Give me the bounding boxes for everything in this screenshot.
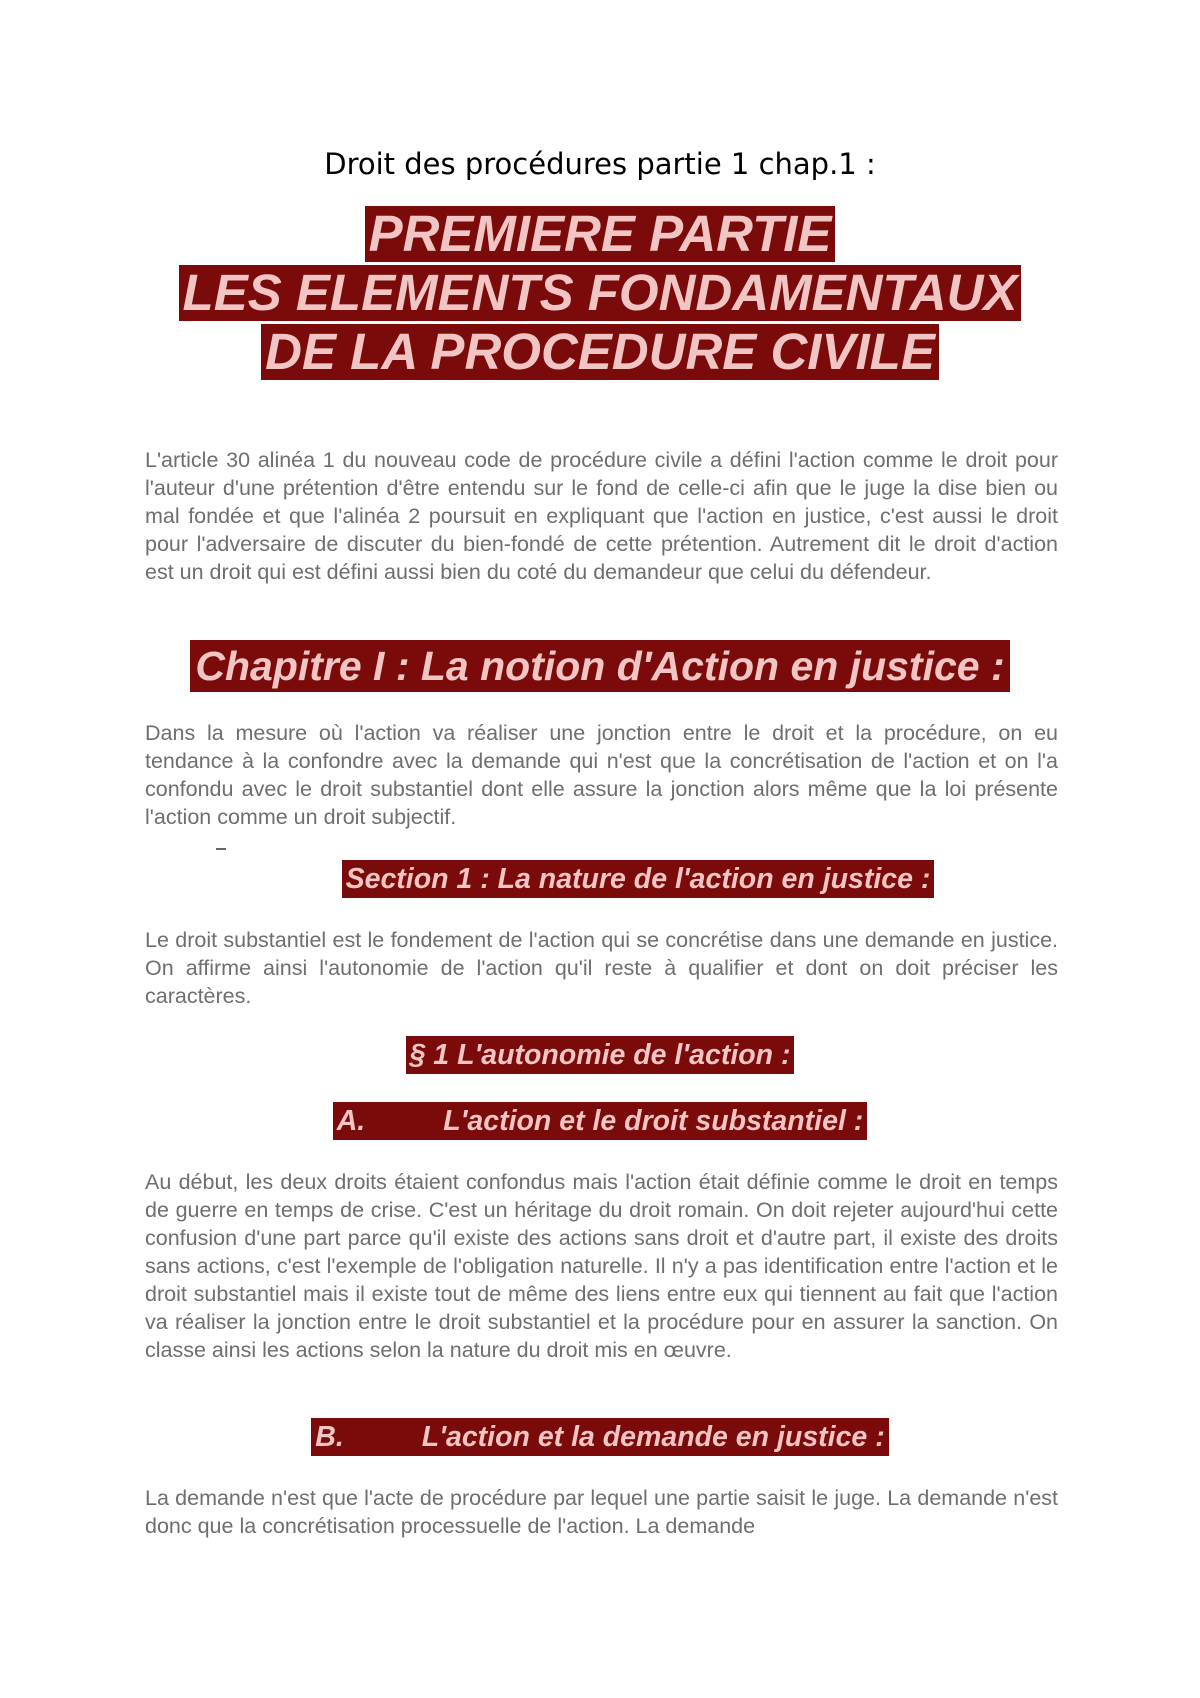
subheading-a-title: L'action et le droit substantiel : [443, 1105, 864, 1137]
part-heading-line-3: DE LA PROCEDURE CIVILE [261, 324, 939, 380]
part-heading-line-2: LES ELEMENTS FONDAMENTAUX [179, 265, 1022, 321]
section-paragraph: Le droit substantiel est le fondement de l'action qui se concrétise dans une demande en justice. On affirme ainsi l'autonomie de l'action qu'il reste à qualifier et dont on doit préciser les caractères. [145, 928, 1058, 1008]
sub-a-paragraph: Au début, les deux droits étaient confondus mais l'action était définie comme le droit en temps de guerre en temps de crise. C'est un héritage du droit romain. On doit rejeter aujourd'hui cette confusion d'une part parce qu'il existe des actions sans droit et d'autre part, il existe des droits sans actions, c'est l'exemple de l'obligation naturelle. Il n'y a pas identification entre l'action et le droit substantiel mais il existe tout de même des liens entre eux qui tiennent au fait que l'action va réaliser la jonction entre le droit substantiel et la procédure pour en assurer la sanction. On classe ainsi les actions selon la nature du droit mis en œuvre. [145, 1170, 1058, 1362]
chapter-heading [0, 640, 1200, 692]
subheading-a-letter: A. [336, 1105, 366, 1137]
subheading-b-letter: B. [315, 1421, 344, 1453]
document-title: Droit des procédures partie 1 chap.1 : [324, 147, 876, 181]
subheading-b-title: L'action et la demande en justice : [421, 1421, 885, 1453]
dash-mark [216, 848, 226, 850]
part-heading-line-1: PREMIERE PARTIE [365, 206, 836, 262]
paragraph-heading-text: § 1 L'autonomie de l'action : [406, 1036, 795, 1074]
paragraph-heading [0, 1036, 1200, 1074]
section-heading-text: Section 1 : La nature de l'action en justice : [342, 860, 935, 898]
subheading-a [0, 1102, 1200, 1140]
sub-b-paragraph: La demande n'est que l'acte de procédure par lequel une partie saisit le juge. La demande n'est donc que la concrétisation processuelle de l'action. La demande [145, 1486, 1058, 1538]
subheading-b [0, 1418, 1200, 1456]
intro-paragraph: L'article 30 alinéa 1 du nouveau code de procédure civile a défini l'action comme le droit pour l'auteur d'une prétention d'être entendu sur le fond de celle-ci afin que le juge la dise bien ou mal fondée et que l'alinéa 2 poursuit en expliquant que l'action en justice, c'est aussi le droit pour l'adversaire de discuter du bien-fondé de cette prétention. Autrement dit le droit d'action est un droit qui est défini aussi bien du coté du demandeur que celui du défendeur. [145, 448, 1058, 584]
section-heading [38, 860, 1200, 898]
chapter-paragraph: Dans la mesure où l'action va réaliser une jonction entre le droit et la procédure, on eu tendance à la confondre avec la demande qui n'est que la concrétisation de l'action et on l'a confondu avec le droit substantiel dont elle assure la jonction alors même que la loi présente l'action comme un droit subjectif. [145, 721, 1058, 829]
part-heading [0, 206, 1200, 383]
chapter-heading-text: Chapitre I : La notion d'Action en justice : [190, 640, 1009, 692]
